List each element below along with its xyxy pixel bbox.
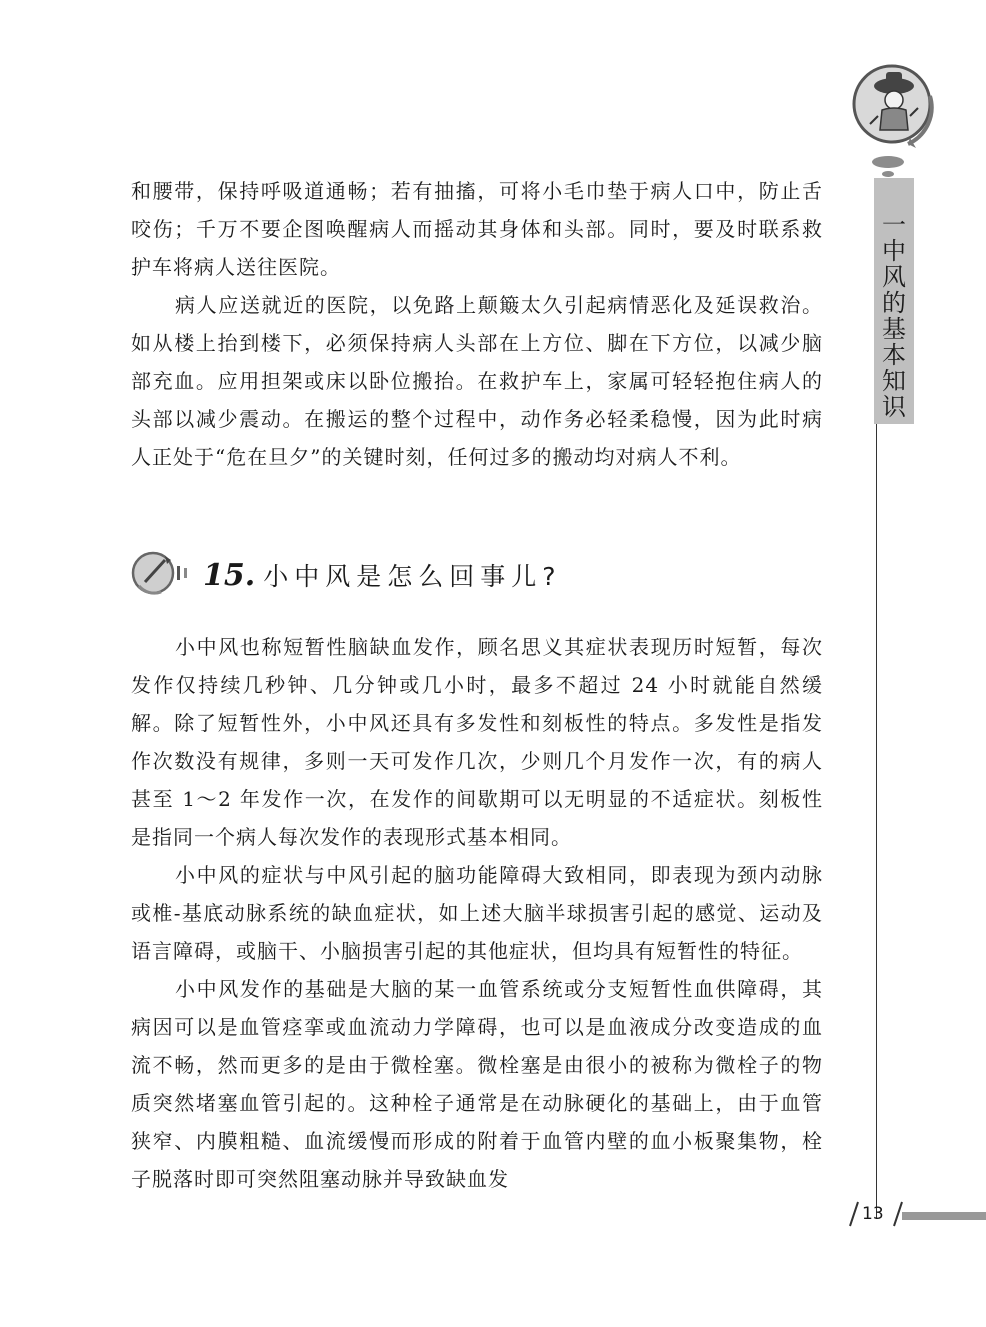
margin-rule [876,424,877,1219]
page-footer-bar [902,1212,986,1220]
chapter-tab-char: 一 [882,211,906,239]
chapter-tab-char: 本 [882,341,906,369]
chapter-tab-char: 中 [882,237,906,265]
body-text-bottom [131,628,823,1198]
chapter-tab-char: 识 [882,393,906,421]
paragraph: 小中风发作的基础是大脑的某一血管系统或分支短暂性血供障碍，其病因可以是血管痉挛或血流动力学障碍，也可以是血液成分改变造成的血流不畅，然而更多的是由于微栓塞。微栓塞是由很小的被称为微栓子的物质突然堵塞血管引起的。这种栓子通常是在动脉硬化的基础上，由于血管狭窄、内膜粗糙、血流缓慢而形成的附着于血管内壁的血小板聚集物，栓子脱落时即可突然阻塞动脉并导致缺血发 [131,977,823,1191]
body-text-top [131,172,823,476]
doctor-mascot-icon [848,60,948,184]
chapter-tab-char: 基 [882,315,906,343]
paragraph: 小中风的症状与中风引起的脑功能障碍大致相同，即表现为颈内动脉或椎-基底动脉系统的缺血症状，如上述大脑半球损害引起的感觉、运动及语言障碍，或脑干、小脑损害引起的其他症状，但均具有短暂性的特征。 [131,863,823,963]
page-number: 13 [862,1204,884,1224]
section-heading [131,548,561,602]
chapter-tab-char: 知 [882,367,906,395]
section-number: 15. [203,557,256,593]
chapter-tab-label [874,212,914,420]
chapter-tab-char: 的 [882,289,906,317]
paragraph: 和腰带，保持呼吸道通畅；若有抽搐，可将小毛巾垫于病人口中，防止舌咬伤；千万不要企图唤醒病人而摇动其身体和头部。同时，要及时联系救护车将病人送往医院。 [131,179,823,279]
chapter-tab-char: 风 [882,263,906,291]
paragraph: 小中风也称短暂性脑缺血发作，顾名思义其症状表现历时短暂，每次发作仅持续几秒钟、几分钟或几小时，最多不超过 24 小时就能自然缓解。除了短暂性外，小中风还具有多发性和刻板性的特点。多发性是指发作次数没有规律，多则一天可发作几次，少则几个月发作一次，有的病人甚至 1～2 年发作一次，在发作的间歇期可以无明显的不适症状。刻板性是指同一个病人每次发作的表现形式基本相同。 [131,635,823,849]
paragraph: 病人应送就近的医院，以免路上颠簸太久引起病情恶化及延误救治。如从楼上抬到楼下，必须保持病人头部在上方位、脚在下方位，以减少脑部充血。应用担架或床以卧位搬抬。在救护车上，家属可轻轻抱住病人的头部以减少震动。在搬运的整个过程中，动作务必轻柔稳慢，因为此时病人正处于“危在旦夕”的关键时刻，任何过多的搬动均对病人不利。 [131,293,823,469]
section-title: 小中风是怎么回事儿? [263,562,562,591]
heading-bullet-icon [131,546,193,604]
